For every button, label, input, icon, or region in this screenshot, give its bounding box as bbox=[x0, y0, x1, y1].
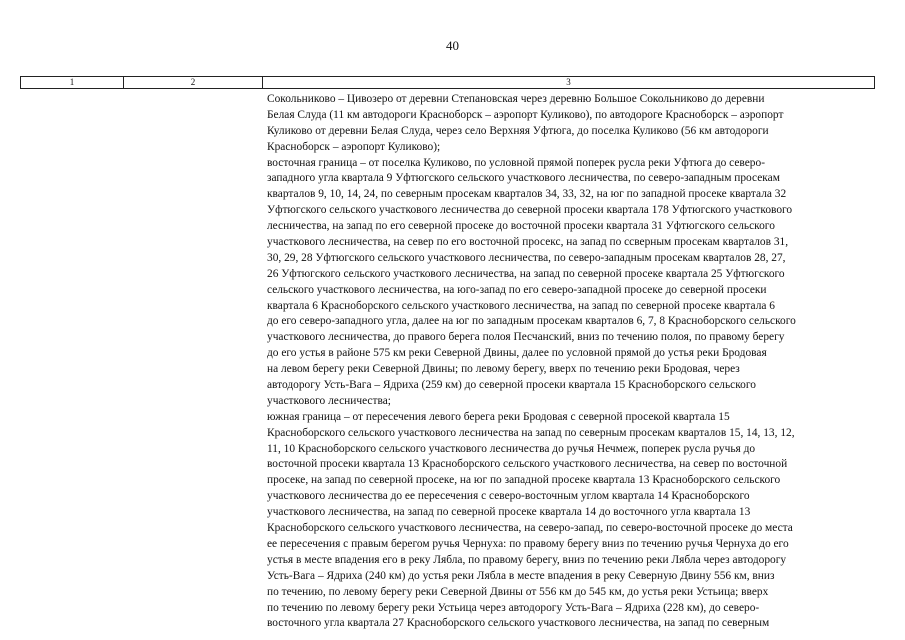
text-line: Красноборского сельского участкового лесничества, на северо-запад, по северо-восточной просеке до места bbox=[267, 522, 793, 535]
text-line: лесничества, на запад по его северной просеке до восточной просеки квартала 31 Уфтюгского сельского bbox=[267, 220, 775, 233]
column-2-header: 2 bbox=[124, 77, 263, 88]
text-line: южная граница – от пересечения левого берега реки Бродовая с северной просекой квартала 15 bbox=[267, 410, 730, 423]
text-line: на левом берегу реки Северной Двины; по левому берегу, вверх по течению реки Бродовая, через bbox=[267, 363, 740, 376]
text-line: квартала 6 Красноборского сельского участкового лесничества, на запад по северной просеке квартала 6 bbox=[267, 299, 775, 312]
boundary-description-text bbox=[267, 92, 877, 632]
text-line: участкового лесничества, на север по его восточной просекс, на запад по ссверным просекам кварталов 31, bbox=[267, 236, 789, 249]
text-line: Уфтюгского сельского участкового лесничества до северной просеки квартала 178 Уфтюгского участкового bbox=[267, 204, 793, 217]
text-line: восточная граница – от поселка Куликово, по условной прямой поперек русла реки Уфтюга до северо- bbox=[267, 156, 765, 169]
text-line: просеке, на запад по северной просеке, на юг по западной просеке квартала 13 Красноборского сельского bbox=[267, 474, 781, 487]
text-line: сельского участкового лесничества, на юго-запад по его северо-западной просеке до северной просеки bbox=[267, 283, 767, 296]
text-line: 30, 29, 28 Уфтюгского сельского участкового лесничества, по северо-западным просекам кварталов 28, 27, bbox=[267, 251, 786, 264]
column-1-header: 1 bbox=[21, 77, 124, 88]
text-line: ее пересечения с правым берегом ручья Чернуха: по правому берегу вниз по течению ручья Чернуха до его bbox=[267, 537, 789, 550]
text-line: участкового лесничества; bbox=[267, 394, 391, 407]
text-line: восточной просеки квартала 13 Красноборского сельского участкового лесничества, на север по восточной bbox=[267, 458, 788, 471]
text-line: восточного угла квартала 27 Красноборского сельского участкового лесничества, на запад по северным bbox=[267, 617, 770, 630]
text-line: Куликово от деревни Белая Слуда, через село Верхняя Уфтюга, до поселка Куликово (56 км автодороги bbox=[267, 124, 769, 137]
text-line: кварталов 9, 10, 14, 24, по северным просекам кварталов 34, 33, 32, на юг по западной просеке квартала 32 bbox=[267, 188, 787, 201]
text-line: устья в месте впадения его в реку Лябла, по правому берегу, вниз по течению реки Лябла через автодорогу bbox=[267, 553, 787, 566]
table-header-row bbox=[20, 76, 875, 89]
text-line: Сокольниково – Цивозеро от деревни Степановская через деревню Большое Сокольниково до деревни bbox=[267, 93, 765, 105]
text-line: до его устья в районе 575 км реки Северной Двины, далее по условной прямой до устья реки Бродовая bbox=[267, 347, 767, 360]
text-line: участкового лесничества, на запад по северной просеке квартала 14 до восточного угла квартала 13 bbox=[267, 506, 751, 519]
text-line: автодорогу Усть-Вага – Ядриха (259 км) до северной просеки квартала 15 Красноборского сельского bbox=[267, 379, 756, 392]
text-line: Усть-Вага – Ядриха (240 км) до устья реки Лябла в месте впадения в реку Северную Двину 556 км, вниз bbox=[267, 569, 775, 582]
text-line: до его северо-западного угла, далее на юг по западным просекам кварталов 6, 7, 8 Красноборского сельского bbox=[267, 315, 796, 328]
page-number: 40 bbox=[446, 38, 459, 53]
column-3-header: 3 bbox=[566, 77, 571, 87]
text-line: Красноборского сельского участкового лесничества на запад по северным просекам кварталов 15, 14, 13, 12, bbox=[267, 426, 795, 439]
text-line: по течению по левому берегу реки Устьица через автодорогу Усть-Вага – Ядриха (228 км), до северо- bbox=[267, 601, 760, 614]
text-line: Белая Слуда (11 км автодороги Красноборск – аэропорт Куликово), по автодороге Красноборск – аэропорт bbox=[267, 108, 784, 121]
text-line: участкового лесничества до ее пересечения с северо-восточным углом квартала 14 Красноборского bbox=[267, 490, 750, 503]
text-line: 26 Уфтюгского сельского участкового лесничества, на запад по северной просеке квартала 25 Уфтюгского bbox=[267, 267, 785, 280]
text-line: 11, 10 Красноборского сельского участкового лесничества до ручья Нечмеж, поперек русла ручья до bbox=[267, 442, 756, 455]
text-line: по течению, по левому берегу реки Северной Двины от 556 км до 545 км, до устья реки Устьица; вверх bbox=[267, 585, 769, 598]
text-line: участкового лесничества, до правого берега полоя Песчанский, вниз по течению полоя, по правому берегу bbox=[267, 331, 785, 344]
text-line: западного угла квартала 9 Уфтюгского сельского участкового лесничества, по северо-западным просекам bbox=[267, 172, 780, 185]
text-line: Красноборск – аэропорт Куликово); bbox=[267, 140, 441, 153]
